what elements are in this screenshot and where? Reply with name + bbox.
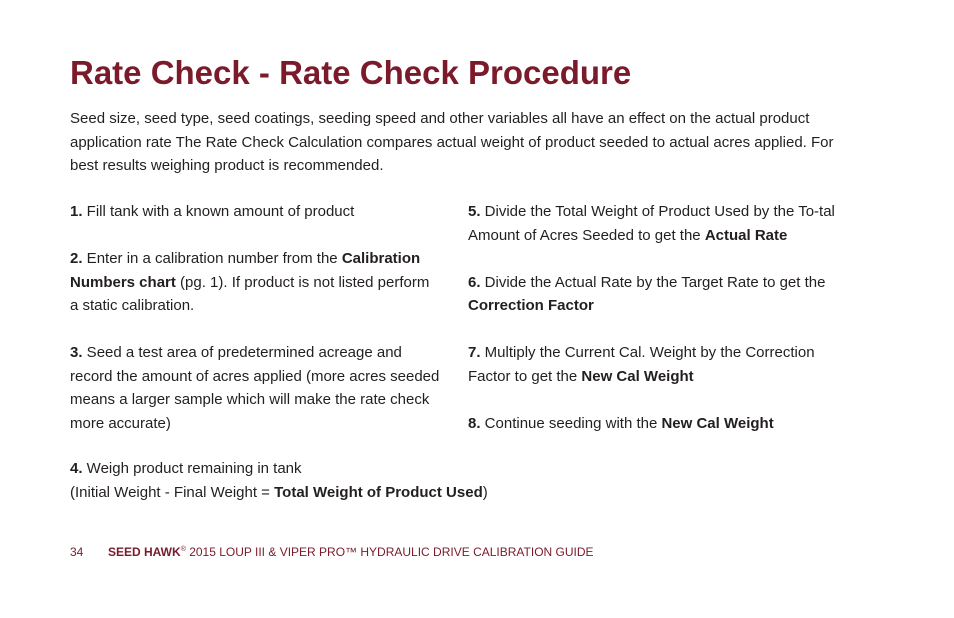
step-6 — [468, 271, 848, 318]
step-2 — [70, 247, 440, 318]
step-1 — [70, 200, 440, 224]
step-5 — [468, 200, 848, 247]
step-text: ) — [482, 483, 488, 501]
brand-name: SEED HAWK — [108, 545, 181, 559]
step-text: Enter in a calibration number from the — [82, 250, 342, 267]
step-number: 6. — [468, 273, 481, 291]
step-number: 7. — [468, 344, 481, 361]
steps-left-column — [70, 200, 440, 459]
step-number: 1. — [70, 203, 83, 220]
step-4 — [70, 457, 770, 504]
guide-title: 2015 LOUP III & VIPER PRO™ HYDRAULIC DRIVE CALIBRATION GUIDE — [185, 545, 594, 559]
page-title: Rate Check - Rate Check Procedure — [70, 54, 632, 91]
step-emphasis: Total Weight of Product Used — [274, 483, 483, 501]
registered-mark: ® — [180, 546, 186, 553]
step-text: Divide the Actual Rate by the Target Rate to get the — [480, 273, 826, 291]
page-number: 34 — [70, 545, 84, 559]
step-text: (Initial Weight - Final Weight = — [70, 483, 275, 501]
step-3 — [70, 341, 440, 435]
step-number: 8. — [468, 414, 481, 432]
step-text: Fill tank with a known amount of product — [82, 203, 355, 220]
steps-right-column — [468, 200, 848, 459]
intro-paragraph: Seed size, seed type, seed coatings, seeding speed and other variables all have an effect on the actual product application rate The Rate Check Calculation compares actual weight of product seeded to actual acres applied. For best results weighing product is recommended. — [70, 110, 834, 174]
step-emphasis: New Cal Weight — [661, 414, 774, 432]
step-text: Divide the Total Weight of Product Used by the To-tal Amount of Acres Seeded to get the — [468, 203, 835, 244]
step-emphasis: Actual Rate — [704, 226, 788, 244]
page-footer — [70, 545, 594, 559]
step-text: Seed a test area of predetermined acreage and record the amount of acres applied (more acres seeded means a larger sample which will make the rate check more accurate) — [70, 344, 440, 432]
step-7 — [468, 341, 848, 388]
step-emphasis: New Cal Weight — [581, 367, 694, 385]
step-emphasis: Correction Factor — [468, 297, 594, 314]
step-text: (pg. 1). If product is not listed perform a static calibration. — [70, 273, 430, 314]
step-number: 4. — [70, 460, 83, 477]
step-8 — [468, 412, 848, 436]
step-text: Weigh product remaining in tank — [82, 460, 302, 477]
step-number: 3. — [70, 344, 83, 361]
step-text: Continue seeding with the — [480, 414, 662, 432]
step-emphasis: Calibration Numbers chart — [70, 250, 421, 291]
step-text: Multiply the Current Cal. Weight by the Correction Factor to get the — [468, 344, 815, 385]
step-number: 2. — [70, 250, 83, 267]
step-number: 5. — [468, 203, 481, 220]
